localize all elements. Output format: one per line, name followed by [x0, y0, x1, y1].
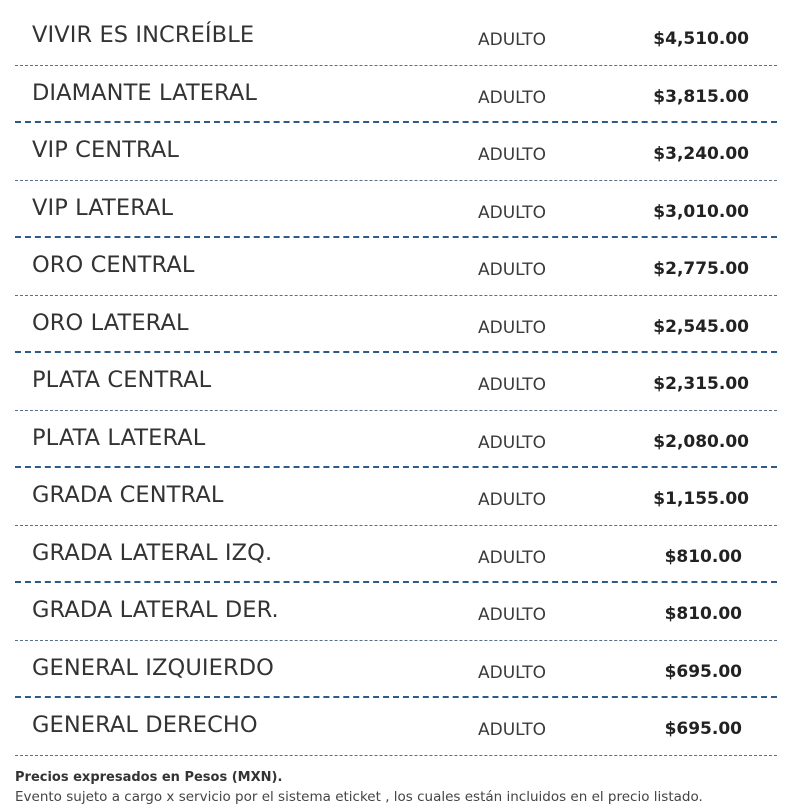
ticket-type: ADULTO	[478, 720, 547, 740]
ticket-price: $810.00	[664, 546, 742, 567]
ticket-type: ADULTO	[478, 145, 547, 165]
zone-name: VIP LATERAL	[32, 194, 174, 221]
zone-name: VIVIR ES INCREÍBLE	[32, 22, 255, 48]
price-row	[15, 8, 777, 66]
service-charge-note: Evento sujeto a cargo x servicio por el sistema eticket , los cuales están incluidos en el precio listado.	[15, 789, 703, 805]
price-row	[15, 641, 777, 699]
zone-name: GENERAL IZQUIERDO	[32, 654, 274, 681]
ticket-type: ADULTO	[478, 317, 547, 338]
zone-name: GRADA LATERAL DER.	[32, 597, 279, 623]
ticket-price: $3,240.00	[653, 144, 749, 164]
price-row	[15, 526, 777, 584]
footer-notes	[15, 769, 777, 807]
zone-name: GRADA CENTRAL	[32, 482, 224, 508]
ticket-type: ADULTO	[478, 490, 547, 510]
price-row	[15, 698, 777, 756]
ticket-price: $1,155.00	[653, 489, 749, 509]
ticket-price: $810.00	[664, 604, 742, 624]
ticket-price: $695.00	[664, 719, 742, 739]
price-row	[15, 468, 777, 526]
price-table	[15, 8, 777, 756]
ticket-type: ADULTO	[478, 432, 547, 453]
zone-name: GENERAL DERECHO	[32, 712, 258, 738]
zone-name: PLATA LATERAL	[32, 424, 206, 451]
zone-name: VIP CENTRAL	[32, 137, 179, 163]
ticket-price: $2,315.00	[653, 374, 749, 394]
ticket-price: $695.00	[664, 661, 742, 682]
price-row	[15, 583, 777, 641]
ticket-price: $4,510.00	[653, 29, 749, 49]
price-row	[15, 66, 777, 124]
zone-name: DIAMANTE LATERAL	[32, 79, 258, 106]
price-row	[15, 411, 777, 469]
ticket-price: $2,545.00	[653, 316, 749, 337]
ticket-price: $2,080.00	[653, 431, 749, 452]
zone-name: ORO CENTRAL	[32, 252, 195, 278]
price-row	[15, 353, 777, 411]
ticket-type: ADULTO	[478, 662, 547, 683]
ticket-type: ADULTO	[478, 547, 547, 568]
ticket-price: $3,815.00	[653, 86, 749, 107]
price-row	[15, 296, 777, 354]
ticket-type: ADULTO	[478, 202, 547, 223]
ticket-price: $3,010.00	[653, 201, 749, 222]
ticket-price: $2,775.00	[653, 259, 749, 279]
ticket-type: ADULTO	[478, 605, 547, 625]
zone-name: ORO LATERAL	[32, 309, 189, 336]
ticket-type: ADULTO	[478, 87, 547, 108]
zone-name: GRADA LATERAL IZQ.	[32, 539, 273, 566]
currency-note: Precios expresados en Pesos (MXN).	[15, 770, 283, 785]
price-row	[15, 238, 777, 296]
price-row	[15, 181, 777, 239]
ticket-type: ADULTO	[478, 30, 547, 50]
price-row	[15, 123, 777, 181]
zone-name: PLATA CENTRAL	[32, 367, 212, 393]
ticket-type: ADULTO	[478, 260, 547, 280]
ticket-type: ADULTO	[478, 375, 547, 395]
